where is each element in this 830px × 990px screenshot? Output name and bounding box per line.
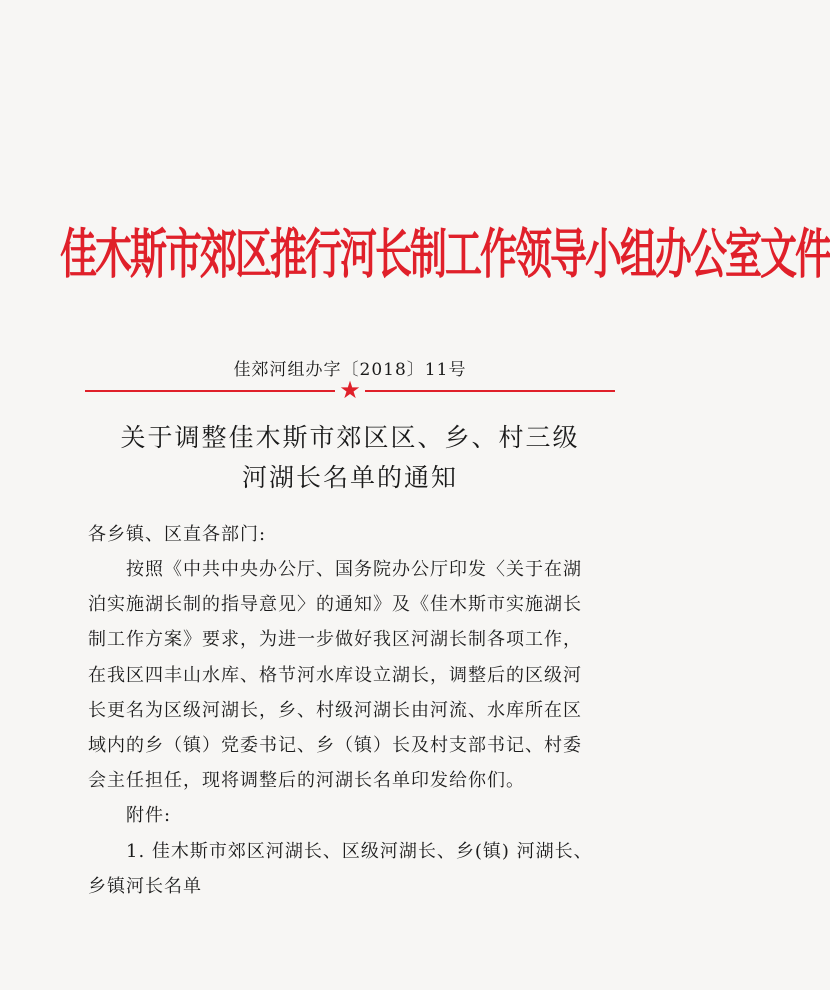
body-line: 长更名为区级河湖长，乡、村级河湖长由河流、水库所在区 — [88, 699, 582, 721]
issuing-organization-title: 佳木斯市郊区推行河长制工作领导小组办公室文件 — [60, 221, 830, 286]
attachment-item-continued: 乡镇河长名单 — [88, 875, 202, 897]
body-line: 在我区四丰山水库、格节河水库设立湖长，调整后的区级河 — [88, 664, 582, 686]
red-divider-left — [85, 390, 335, 392]
addressee: 各乡镇、区直各部门: — [88, 524, 267, 545]
star-icon: ★ — [339, 376, 361, 404]
body-line: 域内的乡（镇）党委书记、乡（镇）长及村支部书记、村委 — [88, 735, 582, 757]
body-text — [88, 552, 623, 904]
document-number: 佳郊河组办字〔2018〕11号 — [233, 360, 467, 380]
red-divider-right — [365, 390, 615, 392]
attachments-label: 附件: — [126, 805, 172, 827]
subject-line-2: 河湖长名单的通知 — [241, 463, 458, 492]
attachment-item: 1. 佳木斯市郊区河湖长、区级河湖长、乡(镇) 河湖长、 — [126, 840, 593, 862]
subject-line-1: 关于调整佳木斯市郊区区、乡、村三级 — [120, 423, 580, 452]
body-line: 制工作方案》要求，为进一步做好我区河湖长制各项工作， — [88, 629, 582, 651]
body-line: 泊实施湖长制的指导意见〉的通知》及《佳木斯市实施湖长 — [88, 594, 582, 616]
body-line: 会主任担任，现将调整后的河湖长名单印发给你们。 — [88, 770, 525, 792]
body-line: 按照《中共中央办公厅、国务院办公厅印发〈关于在湖 — [126, 559, 582, 580]
